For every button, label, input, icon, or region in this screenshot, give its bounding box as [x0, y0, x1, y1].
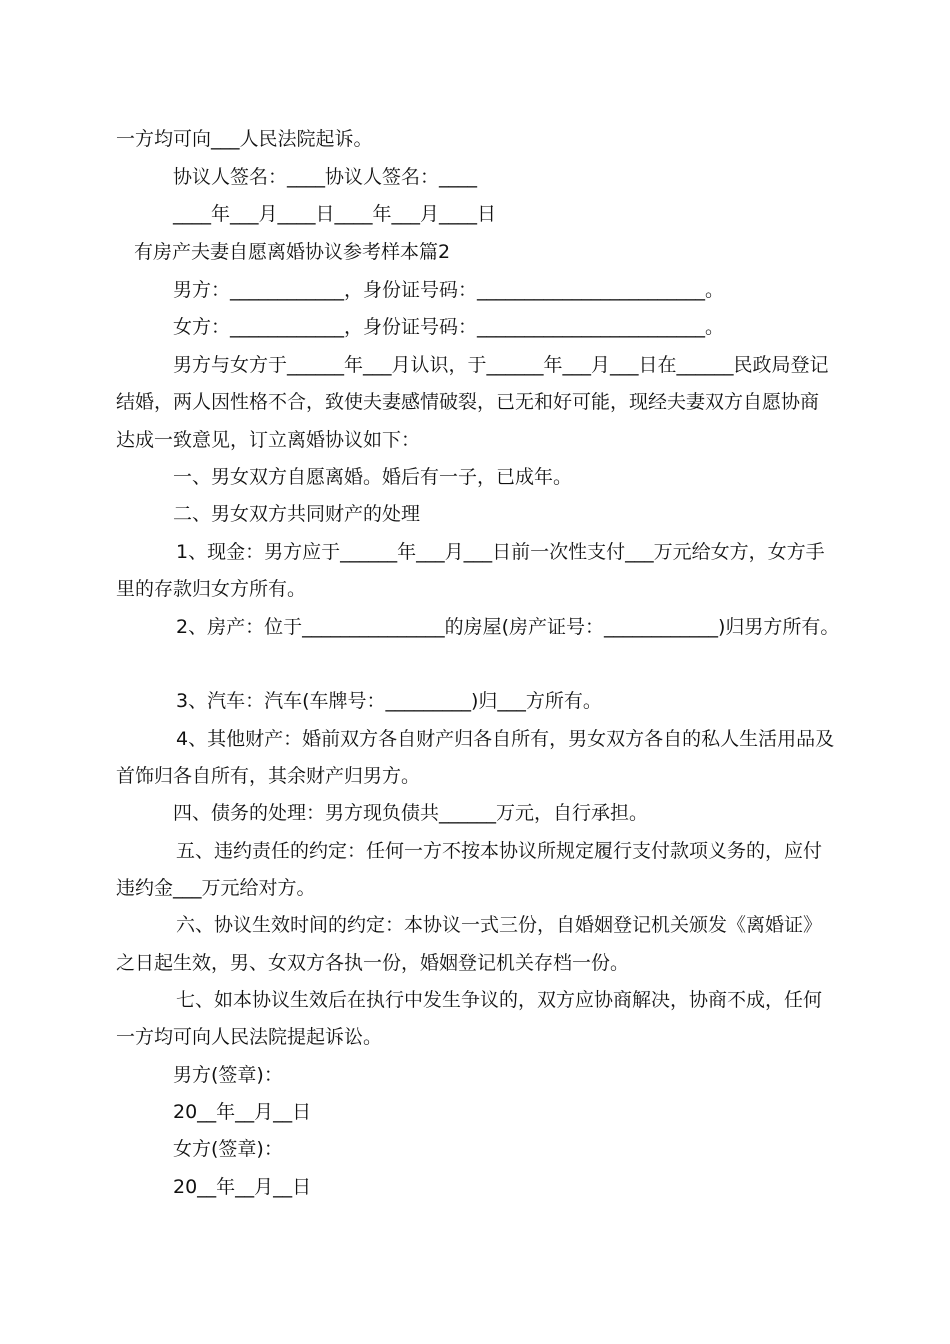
clause-line: 四、债务的处理：男方现负债共______万元，自行承担。: [173, 802, 649, 824]
clause-line: 之日起生效，男、女双方各执一份，婚姻登记机关存档一份。: [116, 952, 630, 974]
date-male: 20__年__月__日: [173, 1101, 312, 1123]
clause-line: 2、房产：位于_______________的房屋(房产证号：____________)归男方所有。: [176, 616, 840, 638]
clause-line: 3、汽车：汽车(车牌号：_________)归___方所有。: [176, 690, 602, 712]
clause-line: 1、现金：男方应于______年___月___日前一次性支付___万元给女方，女方手: [176, 541, 825, 563]
signature-female: 女方(签章)：: [173, 1138, 283, 1160]
clause-line: 一、男女双方自愿离婚。婚后有一子，已成年。: [173, 466, 573, 488]
paragraph-line: 结婚，两人因性格不合，致使夫妻感情破裂，已无和好可能，现经夫妻双方自愿协商: [116, 391, 820, 413]
clause-line: 首饰归各自所有，其余财产归男方。: [116, 765, 421, 787]
clause-line: 里的存款归女方所有。: [116, 578, 307, 600]
clause-line: 六、协议生效时间的约定：本协议一式三份，自婚姻登记机关颁发《离婚证》: [176, 914, 823, 936]
clause-line: 五、违约责任的约定：任何一方不按本协议所规定履行支付款项义务的，应付: [176, 840, 823, 862]
date-line: ____年___月____日____年___月____日: [173, 203, 497, 225]
paragraph-line: 达成一致意见，订立离婚协议如下：: [116, 429, 421, 451]
clause-line: 七、如本协议生效后在执行中发生争议的，双方应协商解决，协商不成，任何: [176, 989, 823, 1011]
clause-line: 违约金___万元给对方。: [116, 877, 316, 899]
clause-line: 一方均可向人民法院提起诉讼。: [116, 1026, 383, 1048]
date-female: 20__年__月__日: [173, 1176, 312, 1198]
text-line: 男方：____________，身份证号码：________________________。: [173, 279, 725, 301]
signature-line: 协议人签名：____协议人签名：____: [173, 166, 478, 188]
signature-male: 男方(签章)：: [173, 1064, 283, 1086]
clause-line: 二、男女双方共同财产的处理: [173, 503, 421, 525]
text-line: 女方：____________，身份证号码：________________________。: [173, 316, 725, 338]
section-title: 有房产夫妻自愿离婚协议参考样本篇2: [134, 241, 451, 263]
text-line: 一方均可向___人民法院起诉。: [116, 128, 373, 150]
paragraph-line: 男方与女方于______年___月认识，于______年___月___日在______民政局登记: [173, 354, 829, 376]
clause-line: 4、其他财产：婚前双方各自财产归各自所有，男女双方各自的私人生活用品及: [176, 728, 835, 750]
